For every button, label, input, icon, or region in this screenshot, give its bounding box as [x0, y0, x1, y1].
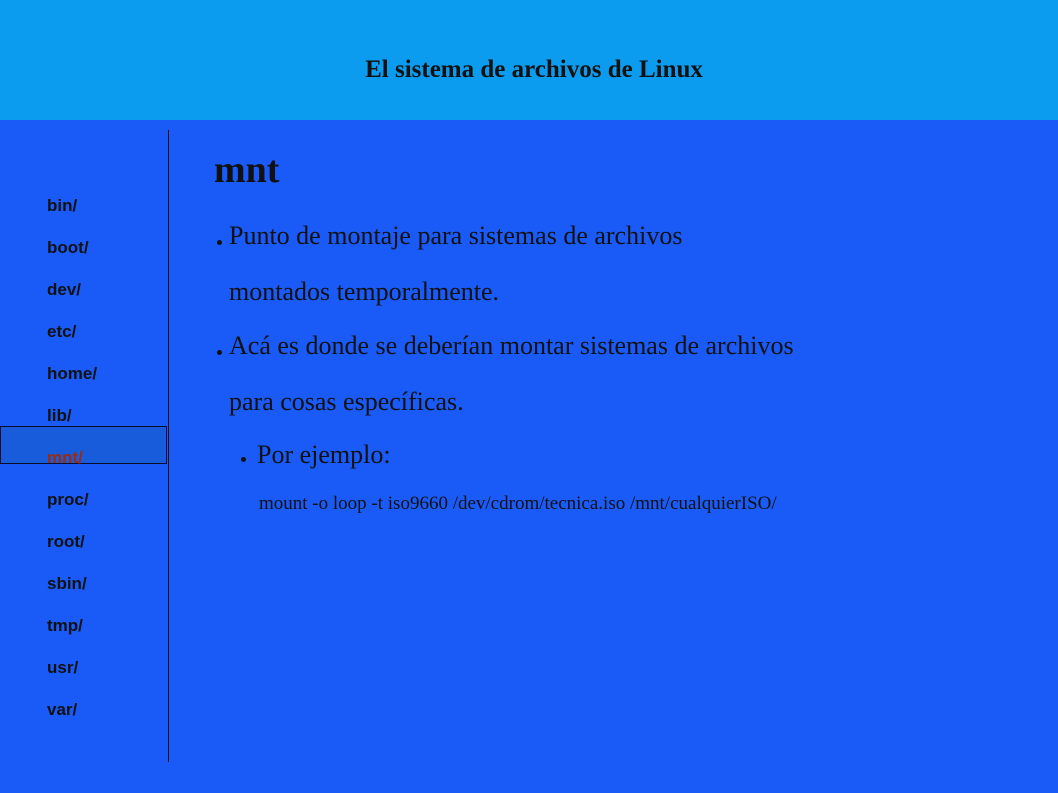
- header-bar: [0, 0, 1058, 120]
- sidebar-item-bin[interactable]: bin/: [47, 196, 78, 215]
- section-heading: mnt: [214, 149, 280, 191]
- sidebar-item-tmp[interactable]: tmp/: [47, 616, 83, 635]
- sidebar-item-sbin[interactable]: sbin/: [47, 574, 87, 593]
- mount-command-example: mount -o loop -t iso9660 /dev/cdrom/tecnica.iso /mnt/cualquierISO/: [259, 493, 777, 514]
- bullet1-line2: montados temporalmente.: [229, 277, 500, 306]
- sub-bullet-text: Por ejemplo:: [257, 440, 391, 469]
- bullet-dot: [217, 350, 222, 355]
- sidebar-item-home[interactable]: home/: [47, 364, 98, 383]
- sidebar-item-root[interactable]: root/: [47, 532, 85, 551]
- bullet1-line1: Punto de montaje para sistemas de archivos: [229, 221, 683, 250]
- bullet2-line2: para cosas específicas.: [229, 387, 464, 416]
- sidebar-item-mnt[interactable]: mnt/: [47, 448, 83, 467]
- sidebar-item-boot[interactable]: boot/: [47, 238, 89, 257]
- sidebar-item-var[interactable]: var/: [47, 700, 78, 719]
- sub-bullet-dot: [241, 457, 246, 462]
- active-nav-highlight: [0, 426, 167, 464]
- sidebar-item-dev[interactable]: dev/: [47, 280, 82, 299]
- sidebar-divider: [168, 130, 169, 762]
- sidebar-item-proc[interactable]: proc/: [47, 490, 89, 509]
- sidebar-item-etc[interactable]: etc/: [47, 322, 77, 341]
- sidebar-item-usr[interactable]: usr/: [47, 658, 79, 677]
- sidebar-item-lib[interactable]: lib/: [47, 406, 72, 425]
- bullet-dot: [217, 240, 222, 245]
- bullet2-line1: Acá es donde se deberían montar sistemas de archivos: [229, 331, 794, 360]
- page-title: El sistema de archivos de Linux: [365, 56, 703, 83]
